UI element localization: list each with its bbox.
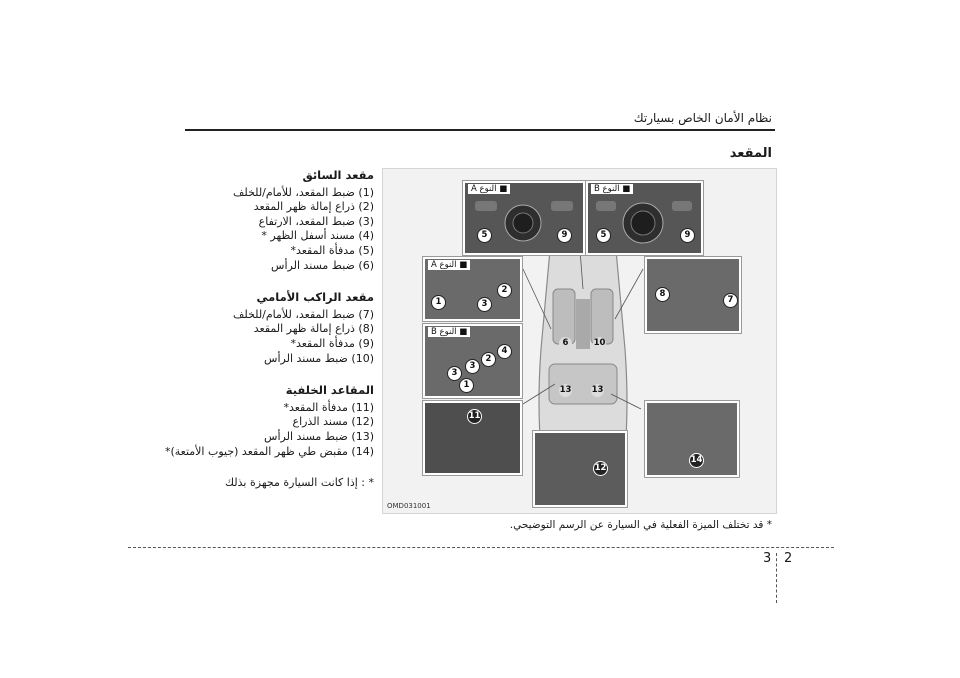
rear-seats-group bbox=[164, 383, 374, 459]
list-item: (6) ضبط مسند الرأس bbox=[271, 258, 374, 272]
list-item: (2) ذراع إمالة ظهر المقعد bbox=[253, 200, 374, 214]
group-title: مقعد السائق bbox=[302, 168, 374, 182]
marker-1: 1 bbox=[459, 378, 474, 393]
marker-4: 4 bbox=[497, 344, 512, 359]
group-title: المقاعد الخلفية bbox=[285, 383, 374, 398]
marker-5: 5 bbox=[596, 228, 611, 243]
marker-13: 13 bbox=[559, 385, 572, 395]
marker-13: 13 bbox=[591, 385, 604, 395]
driver-seat-side-type-b bbox=[423, 324, 522, 398]
marker-11: 11 bbox=[467, 409, 482, 424]
rear-armrest-panel bbox=[533, 431, 627, 507]
marker-10: 10 bbox=[593, 338, 606, 348]
marker-12: 12 bbox=[593, 461, 608, 476]
marker-2: 2 bbox=[497, 283, 512, 298]
front-passenger-seat-group bbox=[169, 290, 374, 366]
list-item: (10) ضبط مسند الرأس bbox=[264, 351, 374, 365]
list-item: (8) ذراع إمالة ظهر المقعد bbox=[253, 322, 374, 336]
marker-2: 2 bbox=[481, 352, 496, 367]
page-number-chapter: 3 bbox=[763, 551, 772, 566]
heater-panel-type-a bbox=[463, 181, 585, 255]
list-item: (1) ضبط المقعد، للأمام/للخلف bbox=[233, 185, 374, 199]
group-title: مقعد الراكب الأمامي bbox=[256, 290, 374, 305]
section-title: المقعد bbox=[729, 146, 772, 161]
list-item: (4) مسند أسفل الظهر * bbox=[261, 229, 374, 243]
marker-3: 3 bbox=[477, 297, 492, 312]
list-item: (14) مقبض طي ظهر المقعد (جيوب الأمتعة)* bbox=[164, 444, 374, 458]
footnote: * : إذا كانت السيارة مجهزة بذلك bbox=[225, 476, 374, 490]
footer-divider bbox=[128, 547, 834, 548]
list-item: (7) ضبط المقعد، للأمام/للخلف bbox=[233, 307, 374, 321]
page-header-title: نظام الأمان الخاص بسيارتك bbox=[633, 111, 772, 125]
passenger-seat-side bbox=[645, 257, 741, 333]
list-item: (3) ضبط المقعد، الارتفاع bbox=[258, 214, 374, 228]
marker-9: 9 bbox=[557, 228, 572, 243]
figure-caption: * قد تختلف الميزة الفعلية في السيارة عن الرسم التوضيحي. bbox=[509, 519, 772, 531]
marker-3: 3 bbox=[447, 366, 462, 381]
marker-9: 9 bbox=[680, 228, 695, 243]
figure-code: OMD031001 bbox=[387, 502, 431, 510]
page-number-divider bbox=[776, 553, 777, 603]
marker-7: 7 bbox=[723, 293, 738, 308]
list-item: (9) مدفأة المقعد* bbox=[290, 336, 374, 350]
list-item: (5) مدفأة المقعد* bbox=[290, 243, 374, 257]
driver-seat-side-type-a bbox=[423, 257, 522, 321]
list-item: (11) مدفأة المقعد* bbox=[283, 400, 374, 414]
seat-diagram bbox=[382, 168, 777, 514]
type-b-label: B النوع ■ bbox=[591, 184, 633, 194]
type-b-label: B النوع ■ bbox=[428, 327, 470, 337]
heater-panel-type-b bbox=[586, 181, 703, 255]
marker-14: 14 bbox=[689, 453, 704, 468]
marker-1: 1 bbox=[431, 295, 446, 310]
marker-5: 5 bbox=[477, 228, 492, 243]
rear-folding-handle-panel bbox=[645, 401, 739, 477]
page-number-section: 2 bbox=[784, 551, 793, 566]
type-a-label: A النوع ■ bbox=[468, 184, 510, 194]
header-divider bbox=[185, 129, 775, 131]
type-a-label: A النوع ■ bbox=[428, 260, 470, 270]
list-item: (12) مسند الذراع bbox=[292, 415, 374, 429]
seat-controls-list bbox=[164, 168, 374, 491]
list-item: (13) ضبط مسند الرأس bbox=[264, 429, 374, 443]
rear-heater-panel bbox=[423, 401, 522, 475]
marker-8: 8 bbox=[655, 287, 670, 302]
marker-3: 3 bbox=[465, 359, 480, 374]
marker-6: 6 bbox=[559, 337, 572, 350]
driver-seat-group bbox=[169, 168, 374, 273]
